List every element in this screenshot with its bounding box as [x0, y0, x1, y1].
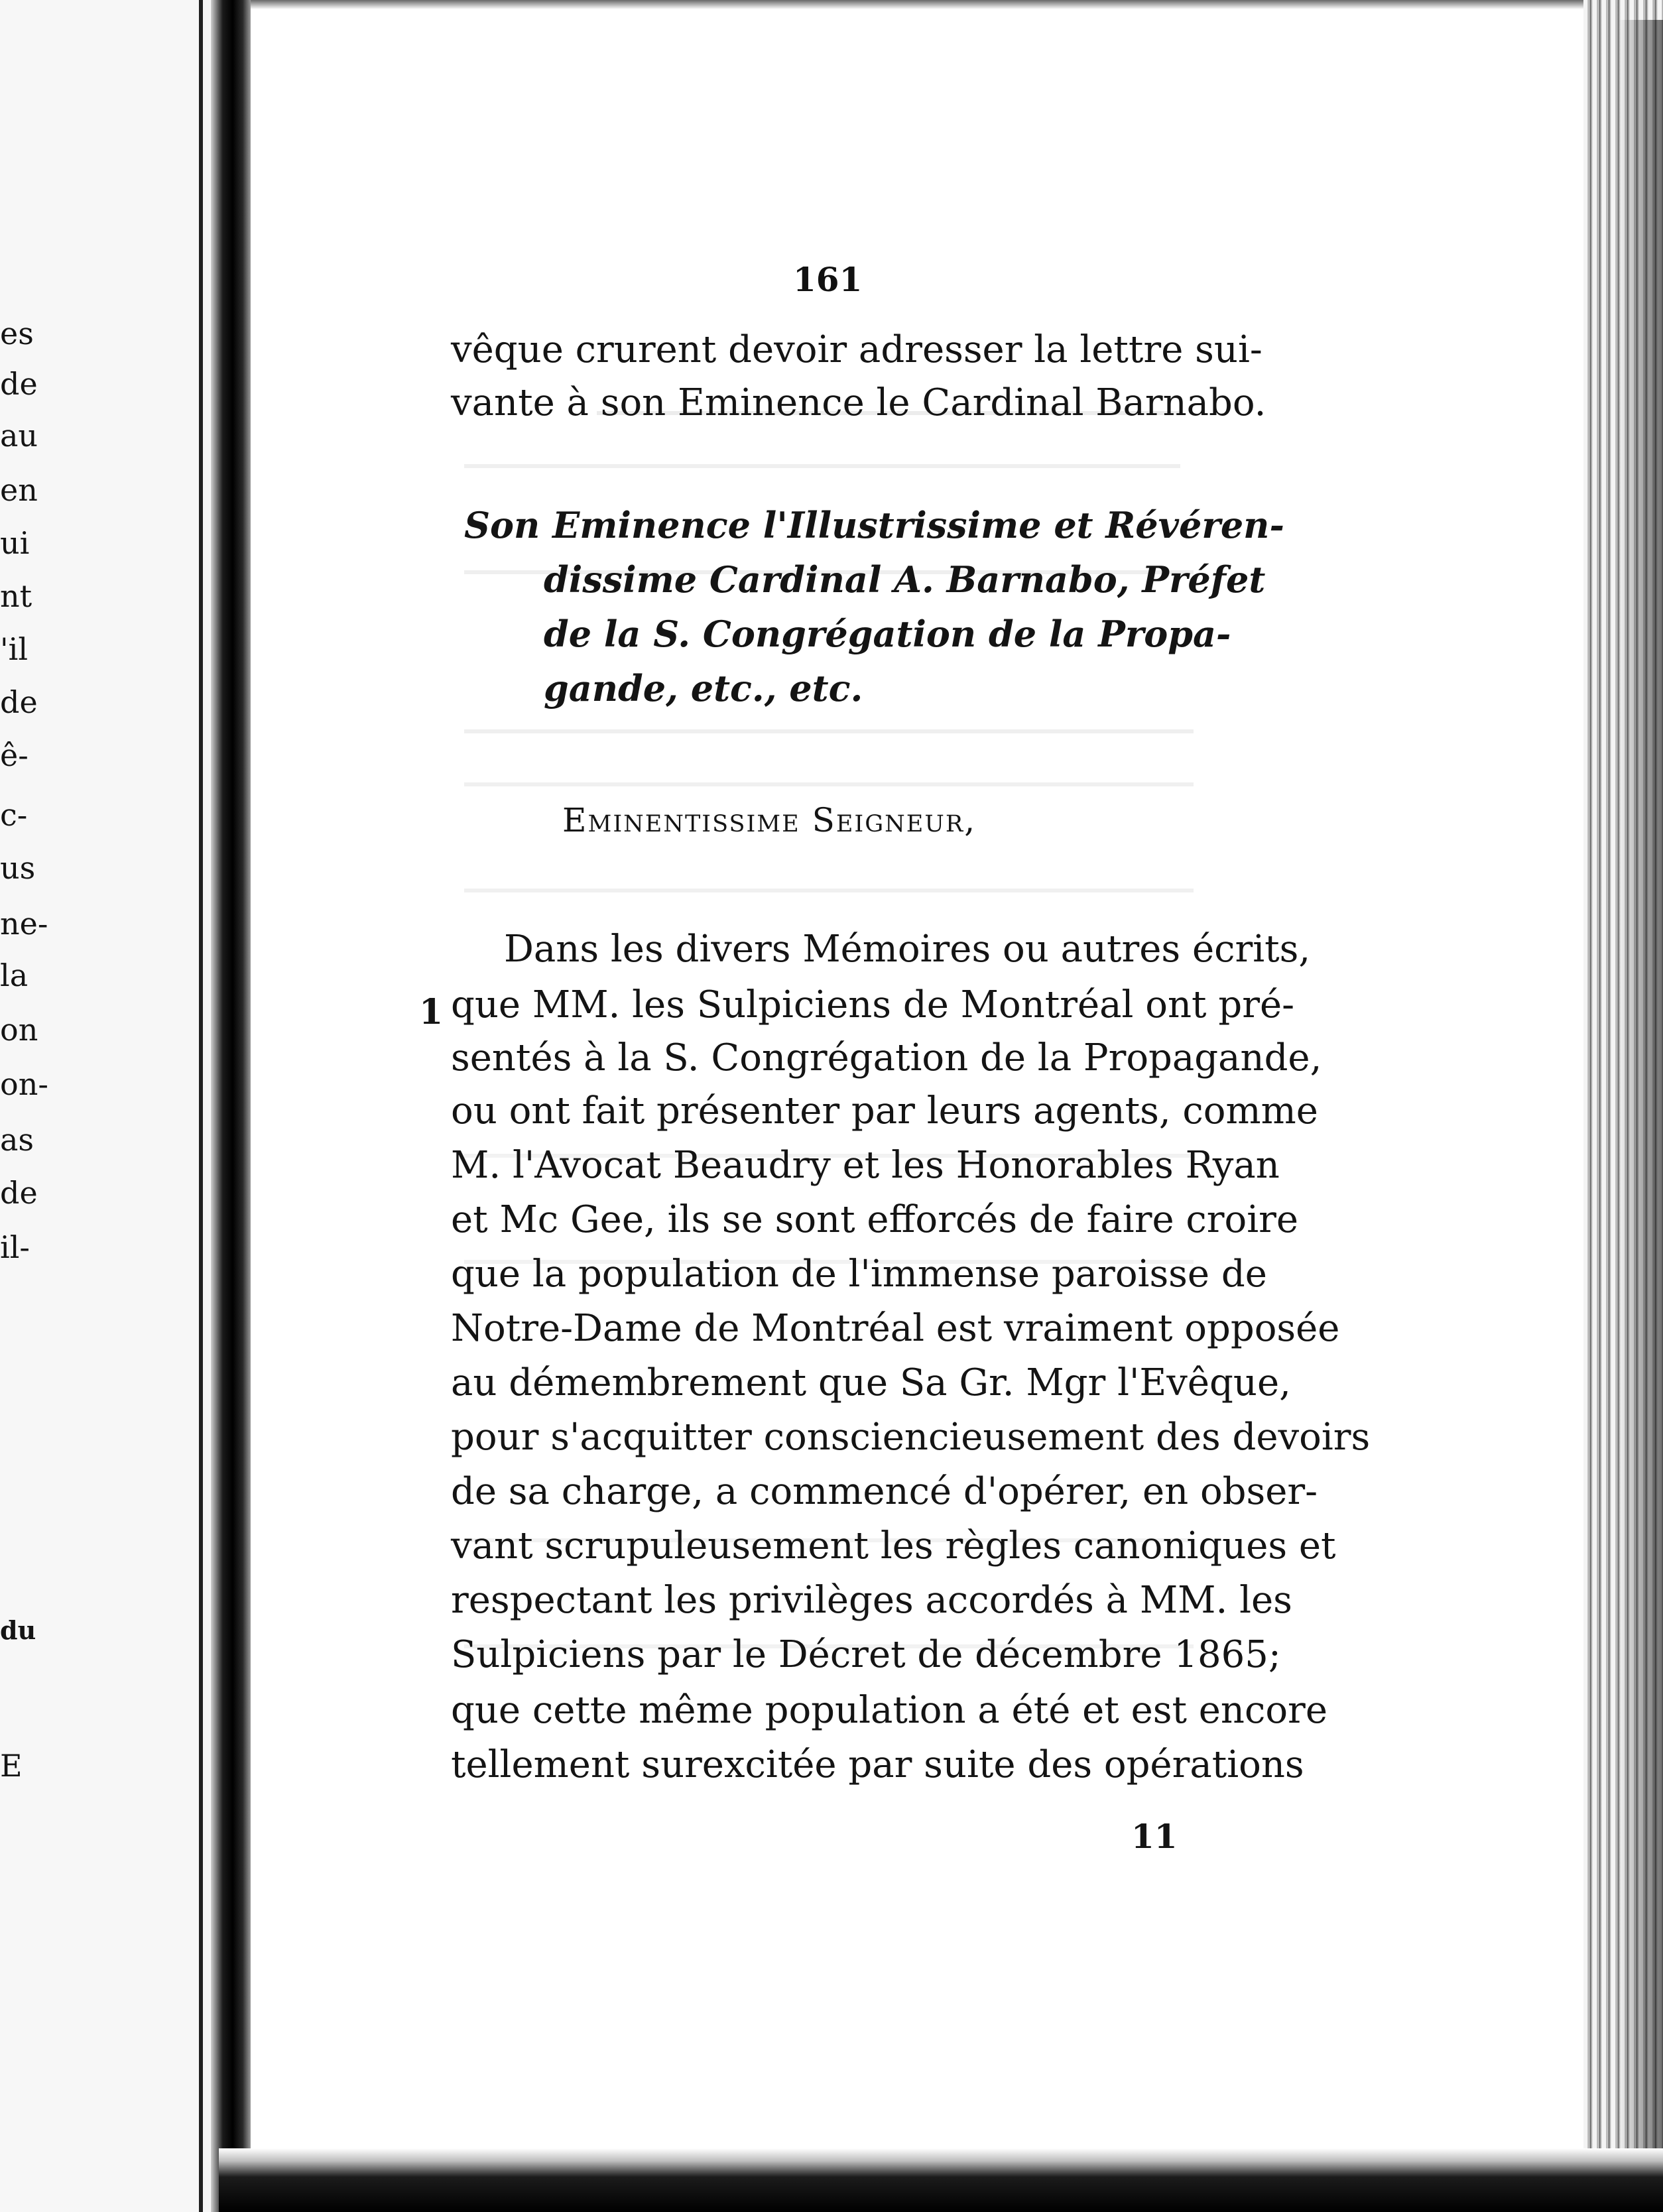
page-edge-shadow	[1618, 20, 1663, 2148]
address-line: de la S. Congrégation de la Propa-	[544, 613, 1231, 655]
left-line-end: la	[0, 957, 29, 993]
page-number: 161	[793, 260, 863, 299]
body-line: ou ont fait présenter par leurs agents, comme	[451, 1089, 1318, 1133]
body-line: Notre-Dame de Montréal est vraiment opposée	[451, 1307, 1340, 1350]
page-top-edge	[251, 0, 1583, 9]
body-line: au démembrement que Sa Gr. Mgr l'Evêque,	[451, 1361, 1291, 1404]
left-line-end: en	[0, 472, 38, 508]
address-line: gande, etc., etc.	[544, 667, 863, 709]
body-line: sentés à la S. Congrégation de la Propagande,	[451, 1036, 1322, 1079]
body-line: vant scrupuleusement les règles canoniques et	[451, 1524, 1336, 1567]
left-line-end: ê-	[0, 737, 29, 773]
body-line: que la population de l'immense paroisse de	[451, 1253, 1267, 1296]
body-line: respectant les privilèges accordés à MM. les	[451, 1579, 1292, 1622]
left-line-end: il-	[0, 1229, 30, 1265]
left-line-end: E	[0, 1748, 23, 1784]
text-line: vêque crurent devoir adresser la lettre sui-	[451, 328, 1263, 371]
body-line: de sa charge, a commencé d'opérer, en obser-	[451, 1470, 1318, 1513]
left-line-end: de	[0, 1175, 38, 1211]
left-page-fragment	[0, 0, 219, 2212]
left-line-end: on	[0, 1012, 38, 1048]
body-line: M. l'Avocat Beaudry et les Honorables Ryan	[451, 1144, 1280, 1187]
left-line-end: c-	[0, 797, 28, 833]
left-line-end: ne-	[0, 906, 48, 942]
address-line: dissime Cardinal A. Barnabo, Préfet	[544, 558, 1266, 601]
left-page-edge	[199, 0, 203, 2212]
book-gutter	[211, 0, 251, 2212]
body-line: et Mc Gee, ils se sont efforcés de faire croire	[451, 1198, 1299, 1241]
salutation: Eminentissime Seigneur,	[562, 801, 977, 839]
left-line-end: ui	[0, 525, 30, 561]
body-line: que cette même population a été et est encore	[451, 1689, 1327, 1732]
left-line-end: du	[0, 1615, 36, 1645]
left-line-end: au	[0, 418, 38, 454]
left-line-end: de	[0, 366, 38, 402]
left-line-end: 'il	[0, 631, 29, 667]
page-bottom-edge	[219, 2148, 1663, 2212]
body-line: que MM. les Sulpiciens de Montréal ont pré-	[451, 983, 1295, 1026]
text-line: vante à son Eminence le Cardinal Barnabo.	[451, 381, 1266, 424]
body-line: pour s'acquitter consciencieusement des devoirs	[451, 1416, 1371, 1459]
left-line-end: us	[0, 850, 36, 886]
body-line: Dans les divers Mémoires ou autres écrits,	[504, 928, 1311, 971]
left-line-end: as	[0, 1122, 34, 1158]
signature-mark: 11	[1131, 1817, 1178, 1856]
address-line: Son Eminence l'Illustrissime et Révéren-	[464, 504, 1284, 546]
body-line: Sulpiciens par le Décret de décembre 1865;	[451, 1633, 1281, 1676]
body-line: tellement surexcitée par suite des opérations	[451, 1743, 1304, 1786]
margin-number: 1	[419, 992, 444, 1032]
left-line-end: de	[0, 684, 38, 720]
left-line-end: on-	[0, 1066, 48, 1102]
left-line-end: es	[0, 316, 34, 351]
left-line-end: nt	[0, 578, 32, 614]
